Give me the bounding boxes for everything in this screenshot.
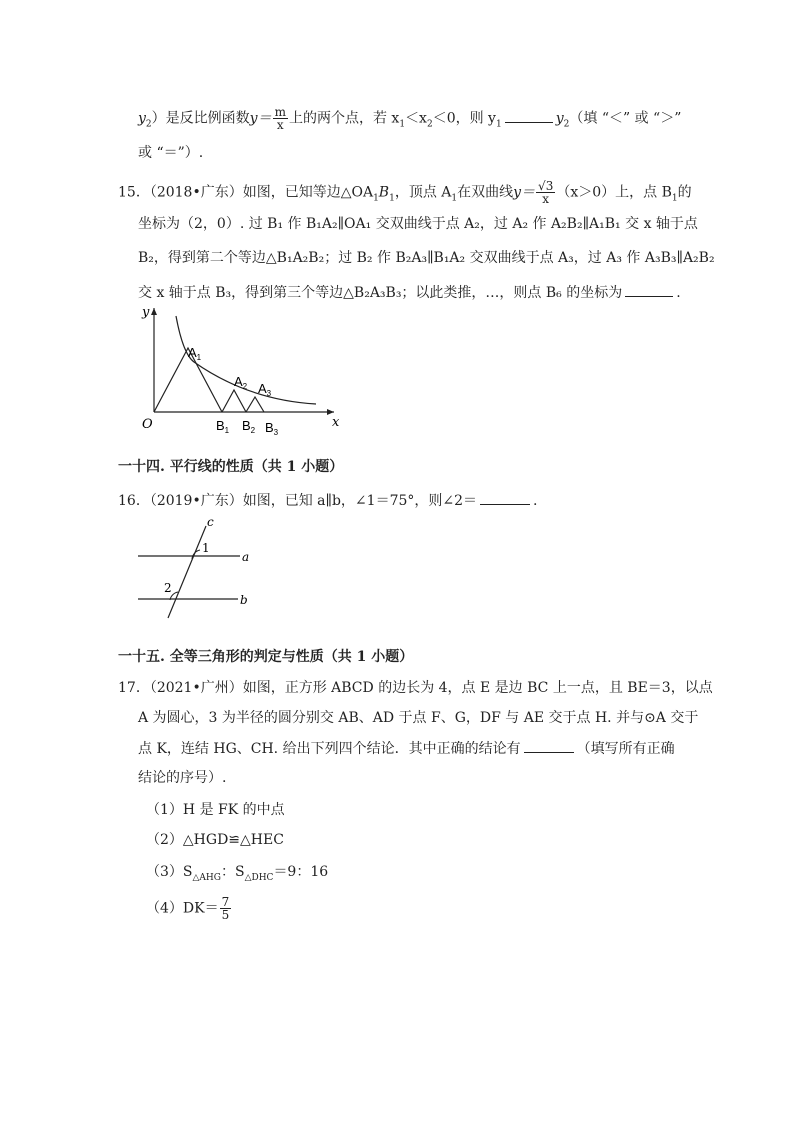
fig15-x-label: x [332, 415, 340, 430]
q17-opt3-b: ：S [220, 864, 245, 880]
q15-text-f: 的 [677, 184, 692, 201]
q14-fraction [273, 106, 288, 131]
q14-line2: 或 “＝”）. [138, 145, 204, 161]
q15-text-a: 15．（2018•广东）如图，已知等边△OA [118, 184, 374, 201]
q17-opt4-a: （4）DK＝ [146, 900, 219, 917]
q17-opt3-a: （3）S [146, 864, 193, 880]
q14-frac-num: m [274, 105, 286, 119]
q17-line4: 结论的序号）. [138, 770, 227, 786]
fig16-angle-2: 2 [164, 581, 172, 595]
fig15-a1: $A_1$ [188, 345, 202, 362]
q15-fx: y＝ [513, 184, 536, 201]
q14-y: y [138, 110, 146, 127]
q15-answer-blank[interactable] [625, 282, 673, 297]
q14-frac-den: x [276, 118, 284, 132]
fig15-b3: $B_3$ [265, 420, 279, 437]
q16-text-b: . [533, 493, 538, 509]
q14-text-d: ＜x [405, 110, 427, 127]
fig15-b2: $B_2$ [242, 418, 256, 435]
q17-option-1: （1）H 是 FK 的中点 [146, 802, 285, 818]
fig15-a2: $A_2$ [234, 374, 248, 391]
q14-sub: 2 [145, 119, 152, 130]
q17-opt3-c: ＝9：16 [273, 864, 329, 880]
q17-line3-text: 点 K，连结 HG、CH. 给出下列四个结论．其中正确的结论有 [138, 741, 521, 757]
q14-fx: y＝ [249, 110, 272, 127]
q14-text-f: y [555, 110, 564, 127]
fig15-origin: O [142, 417, 153, 432]
q16-line1 [118, 490, 537, 511]
q17-option-2: （2）△HGD≌△HEC [146, 832, 284, 848]
q15-fraction [536, 180, 555, 205]
q14-text-g: （填 “＜” 或 “＞” [569, 110, 682, 127]
section-heading-15: 一十五. 全等三角形的判定与性质（共 1 小题） [118, 649, 414, 665]
q17-opt3-s2: △DHC [244, 872, 274, 883]
parallel-lines-figure [132, 514, 262, 620]
q16-answer-blank[interactable] [480, 490, 530, 505]
fig16-c-label: c [207, 515, 214, 529]
q17-opt4-num: 7 [221, 895, 230, 909]
q17-line1: 17．（2021•广州）如图，正方形 ABCD 的边长为 4，点 E 是边 BC 上一点，且 BE＝3，以点 [118, 680, 713, 696]
q17-opt4-den: 5 [221, 908, 230, 922]
fig16-b-label: b [240, 593, 248, 607]
q17-line3-end: （填写所有正确 [576, 741, 675, 757]
q15-text-e: （x＞0）上，点 B [556, 184, 672, 201]
fig16-angle-1: 1 [202, 541, 210, 555]
q16-text-a: 16．（2019•广东）如图，已知 a∥b，∠1＝75°，则∠2＝ [118, 493, 478, 509]
q17-option-3 [146, 862, 328, 888]
q15-frac-num: √3 [538, 179, 554, 193]
fig16-a-label: a [242, 550, 250, 564]
q15-line4-text: 交 x 轴于点 B₃，得到第三个等边△B₂A₃B₃；以此类推，…，则点 B₆ 的坐标为 [138, 285, 623, 301]
fig15-b1: $B_1$ [216, 418, 230, 435]
section-heading-14: 一十四. 平行线的性质（共 1 小题） [118, 459, 344, 475]
q15-text-d: 在双曲线 [457, 184, 514, 201]
q14-text-e: ＜0，则 y [432, 110, 496, 127]
q15-frac-den: x [542, 192, 550, 206]
q17-opt3-s1: △AHG [192, 872, 221, 883]
q14-line1: $y_2$）是反比例函数y＝ $\frac{m}{x}$ 上的两个点，若 $x_1<x_2<0$，则 $y_1$ $y_2$（填 “＜” 或 “＞” [138, 105, 682, 132]
q15-line4 [138, 282, 681, 303]
q17-opt4-fraction [220, 896, 232, 921]
q15-text-c: ，顶点 A [394, 184, 452, 201]
q17-answer-blank[interactable] [524, 738, 574, 753]
q17-line2: A 为圆心，3 为半径的圆分别交 AB、AD 于点 F、G，DF 与 AE 交于点 H. 并与⊙A 交于 [138, 710, 699, 726]
q15-line2: 坐标为（2，0）. 过 B₁ 作 B₁A₂∥OA₁ 交双曲线于点 A₂，过 A₂ 作 A₂B₂∥A₁B₁ 交 x 轴于点 [138, 216, 698, 232]
q15-line4-end: . [676, 285, 681, 301]
q14-text-b: ）是反比例函数 [151, 110, 250, 127]
q14-answer-blank[interactable] [505, 108, 553, 123]
q15-line1: 15．（2018•广东）如图，已知等边$\triangle OA_1B_1$，顶点 $A_1$在双曲线y＝ $\frac{√3}{x}$ （x＞0）上，点 $B_1$的 [118, 179, 692, 206]
hyperbola-triangles-figure [128, 302, 348, 440]
q17-option-4 [146, 896, 232, 921]
fig15-y-label: y [142, 305, 150, 320]
q17-line3 [138, 738, 675, 759]
q15-text-b: B [378, 184, 390, 201]
fig15-a3: $A_3$ [258, 381, 272, 398]
q15-line3: B₂，得到第二个等边△B₁A₂B₂；过 B₂ 作 B₂A₃∥B₁A₂ 交双曲线于点 A₃，过 A₃ 作 A₃B₃∥A₂B₂ [138, 250, 715, 266]
q14-text-c: 上的两个点，若 x [288, 110, 400, 127]
